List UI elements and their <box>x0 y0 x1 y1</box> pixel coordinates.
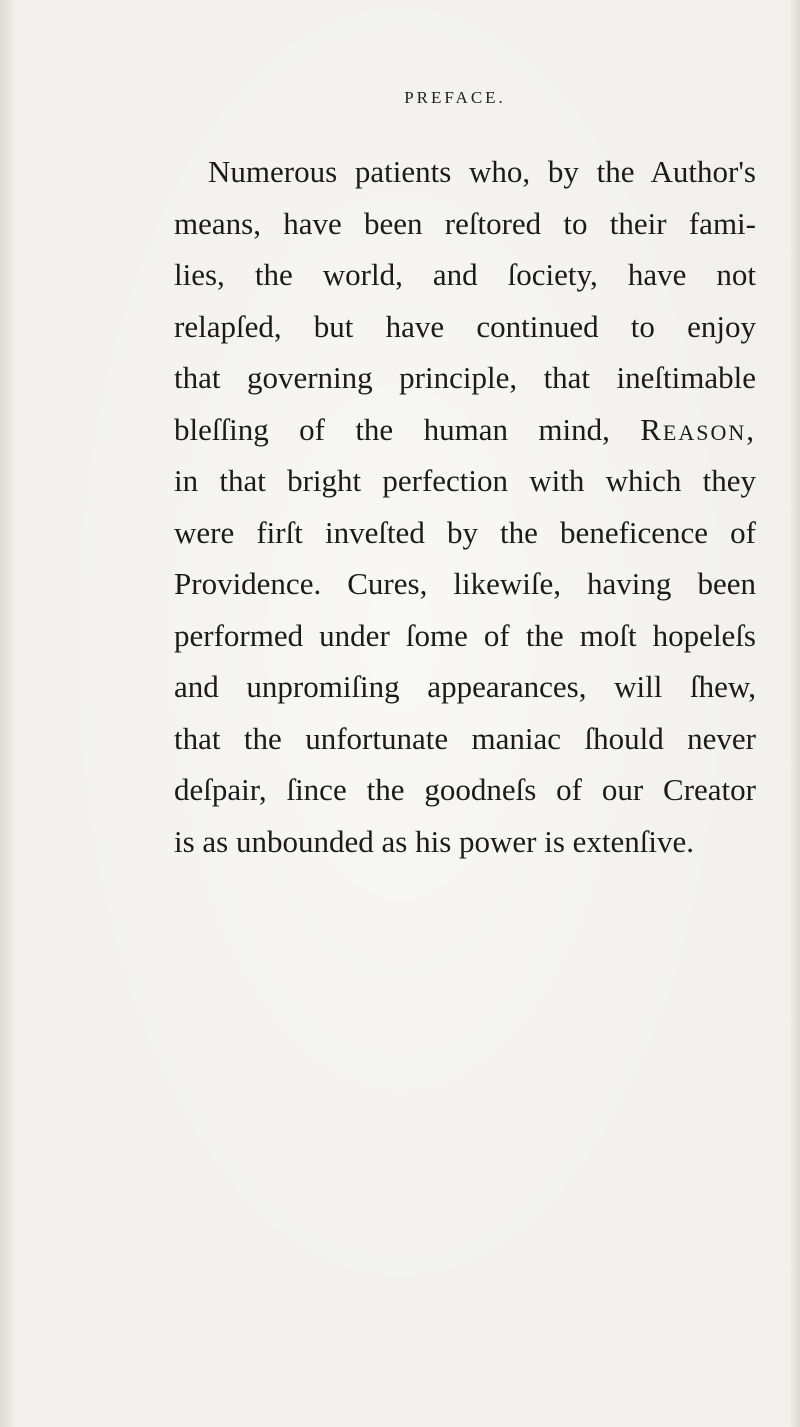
page-edge-shadow <box>790 0 800 1427</box>
reverse-page-show-through <box>170 868 770 920</box>
text-line-10: performed under ſome of the moſt hopeleſs <box>174 617 756 653</box>
text-line-6-start: bleſſing of the human mind, <box>174 411 610 447</box>
text-line-12: that the unfortunate maniac ſhould never <box>174 720 756 756</box>
text-line-8: were firſt inveſted by the beneficence of <box>174 514 756 550</box>
text-line-11: and unpromiſing appearances, will ſhew, <box>174 669 756 704</box>
text-line-7: in that bright perfection with which they <box>174 463 756 498</box>
running-head: PREFACE. <box>404 88 506 107</box>
text-line-1: Numerous patients who, by the Author's <box>208 154 756 189</box>
text-line-14: is as unbounded as his power is extenſive. <box>174 823 695 859</box>
reason-emphasis: Reason, <box>640 411 757 447</box>
text-line-4: relapſed, but have continued to enjoy <box>174 308 756 344</box>
text-line-2: means, have been reſtored to their fami- <box>174 205 756 241</box>
text-line-5: that governing principle, that ineſtimable <box>174 360 756 395</box>
text-line-3: lies, the world, and ſociety, have not <box>174 257 756 292</box>
preface-paragraph <box>174 146 756 867</box>
text-line-9: Providence. Cures, likewiſe, having been <box>174 566 756 601</box>
text-line-13: deſpair, ſince the goodneſs of our Creator <box>174 772 756 807</box>
page-gutter-shadow <box>0 0 14 1427</box>
text-line-6 <box>174 404 756 456</box>
